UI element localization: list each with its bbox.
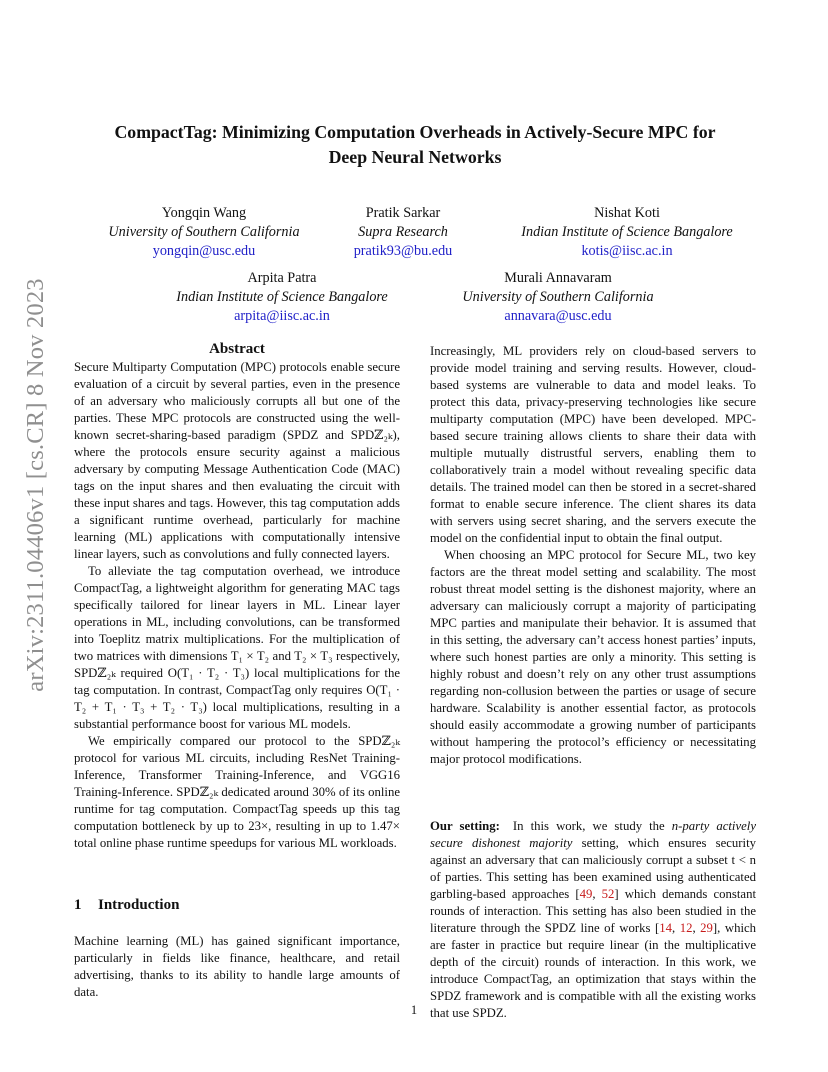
text-run: setting, which ensures security against an adversary that can maliciously corrupt a subset t < n of parties. This setting has been examined using authenticated garbling-based approaches [ (430, 836, 756, 901)
separator: , (671, 921, 680, 935)
title-line-1: CompactTag: Minimizing Computation Overheads in Actively-Secure MPC for (114, 122, 716, 142)
author-affiliation: University of Southern California (108, 224, 300, 240)
author-block (494, 204, 760, 261)
author-email[interactable]: kotis@iisc.ac.in (581, 243, 673, 259)
separator: , (692, 921, 701, 935)
author-affiliation: Indian Institute of Science Bangalore (521, 224, 733, 240)
body-paragraph: When choosing an MPC protocol for Secure ML, two key factors are the threat model setting and scalability. The most robust threat model setting is the dishonest majority, where an adversary can maliciously corrupt a majority of participating MPC parties and manipulate their behavior. It is assumed that in this setting, the adversary can’t access honest parties’ inputs, where such honest parties are only a minority. This setting is highly robust and doesn’t rely on any other trust assumptions regarding non-collusion between the parties or usage of secure hardware. Scalability is another essential factor, as protocols should easily accommodate a growing number of participants without hampering the protocol’s efficiency or necessitating major protocol modifications. (430, 548, 756, 766)
author-name: Murali Annavaram (504, 270, 612, 286)
citation-link[interactable]: 14 (659, 921, 672, 935)
arxiv-stamp (14, 278, 58, 692)
separator: , (592, 887, 602, 901)
right-column-body (430, 343, 756, 768)
page-number: 1 (410, 1003, 418, 1017)
citation-link[interactable]: 29 (700, 921, 713, 935)
author-block (70, 204, 338, 261)
author-email[interactable]: pratik93@bu.edu (353, 243, 453, 259)
author-email[interactable]: annavara@usc.edu (504, 308, 612, 324)
text-run: In this work, we study the (512, 819, 665, 833)
abstract-paragraph: Secure Multiparty Computation (MPC) protocols enable secure evaluation of a circuit by several parties, even in the presence of an adversary who maliciously corrupts all but one of the parties. These MPC protocols are constructed using the well-known secret-sharing-based paradigm (SPDZ and SPDℤ₂ₖ), where the protocols ensure security against a malicious adversary by computing Message Authentication Code (MAC) tags on the input shares and then evaluating the circuit with these input shares and tags. However, this tag computation adds a significant runtime overhead, particularly for machine learning (ML) applications with computationally intensive linear layers, such as convolutions and fully connected layers. (74, 360, 400, 561)
our-setting-label: Our setting: (430, 819, 500, 833)
author-name: Arpita Patra (247, 270, 317, 286)
paper-title (70, 120, 760, 170)
section-title: Introduction (98, 897, 180, 913)
abstract-paragraph: We empirically compared our protocol to the SPDℤ₂ₖ protocol for various ML circuits, including ResNet Training-Inference, Transformer Training-Inference, and VGG16 Training-Inference. SPDℤ₂ₖ dedicated around 30% of its online runtime for tag computation. CompactTag speeds up this tag computation bottleneck by up to 23×, resulting in up to 1.47× total online phase runtime speedups for various ML workloads. (74, 734, 400, 850)
author-affiliation: Supra Research (358, 224, 448, 240)
citation-link[interactable]: 12 (679, 921, 693, 935)
our-setting-paragraph (430, 818, 756, 1022)
body-paragraph: Increasingly, ML providers rely on cloud-based servers to provide model training and serving results. However, cloud-based systems are vulnerable to data and model leaks. To protect this data, privacy-preserving technologies like secure multiparty computation (MPC) have been developed. MPC-based secure training allows clients to share their data with multiple mutually distrustful servers, enabling them to collaboratively train a model without revealing specific data details. The trained model can then be stored in a secret-shared format to enable secure inference. The client shares its data with servers using secret sharing, and the servers execute the model on the confidential input to obtain the final output. (430, 344, 756, 545)
author-block (150, 269, 414, 326)
author-email[interactable]: arpita@iisc.ac.in (234, 308, 330, 324)
author-email[interactable]: yongqin@usc.edu (152, 243, 256, 259)
text-run: ] which demands constant rounds of interaction. This setting has also been studied in the literature through the SPDZ line of works [ (430, 887, 757, 935)
citation-link[interactable]: 49 (579, 887, 593, 901)
author-name: Nishat Koti (594, 205, 660, 221)
author-block (320, 204, 486, 261)
abstract-paragraph: To alleviate the tag computation overhead, we introduce CompactTag, a lightweight algorithm for generating MAC tags specifically tailored for linear layers in ML. Linear layer operations in ML, including convolutions, can be transformed into Toeplitz matrix multiplications. For the multiplication of two matrices with dimensions T₁ × T₂ and T₂ × T₃ respectively, SPDℤ₂ₖ required O(T₁ · T₂ · T₃) local multiplications for the tag computation. In contrast, CompactTag only requires O(T₁ · T₂ + T₁ · T₃ + T₂ · T₃) local multiplications, resulting in a substantial performance boost for various ML models. (74, 564, 400, 731)
author-name: Yongqin Wang (161, 205, 247, 221)
introduction-body (74, 933, 400, 1001)
author-affiliation: University of Southern California (462, 289, 654, 305)
author-block (434, 269, 682, 326)
emphasis-text: n-party actively secure dishonest majority (430, 819, 756, 850)
section-heading-introduction (74, 897, 179, 914)
arxiv-stamp-text: arXiv:2311.04406v1 [cs.CR] 8 Nov 2023 (22, 278, 49, 692)
abstract-heading: Abstract (209, 341, 265, 357)
author-affiliation: Indian Institute of Science Bangalore (176, 289, 388, 305)
title-line-2: Deep Neural Networks (328, 147, 502, 167)
text-run: ], which are faster in practice but require linear (in the multiplicative depth of the circuit) rounds of interaction. In this work, we introduce CompactTag, an optimization that stays within the SPDZ framework and is compatible with all the existing works that use SPDZ. (430, 921, 757, 1020)
author-name: Pratik Sarkar (365, 205, 441, 221)
section-number: 1 (74, 897, 82, 913)
citation-link[interactable]: 52 (601, 887, 615, 901)
abstract-body (74, 359, 400, 852)
intro-paragraph: Machine learning (ML) has gained significant importance, particularly in fields like finance, healthcare, and retail advertising, thanks to its ability to handle large amounts of data. (74, 934, 400, 999)
